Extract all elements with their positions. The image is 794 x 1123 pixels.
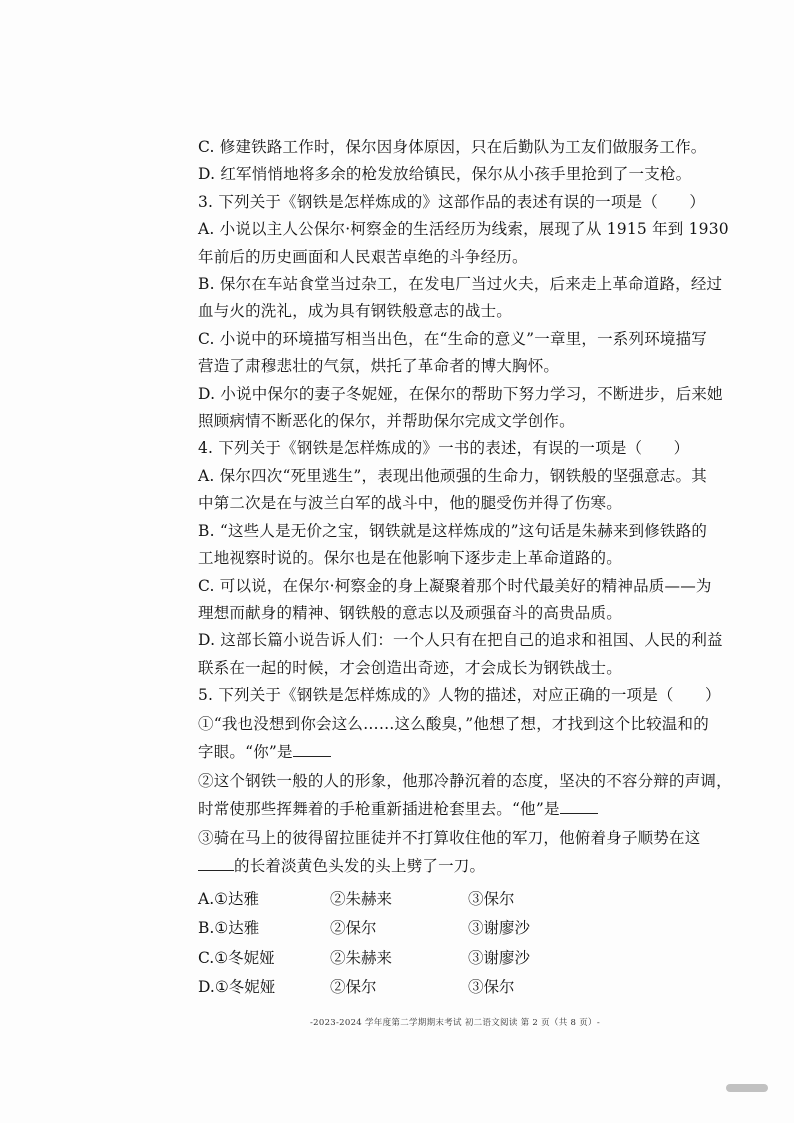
option-d [198, 973, 330, 1003]
question-text-block [198, 134, 758, 710]
answer-options [198, 885, 758, 1003]
scan-artifact [726, 1084, 768, 1092]
option-choice-2: ②保尔 [330, 978, 377, 997]
q5-item1-text: 字眼。“你”是 [198, 743, 293, 762]
option-letter: C. [198, 948, 215, 967]
text-line: B. “这些人是无价之宝，钢铁就是这样炼成的”这句话是朱赫来到修铁路的 [198, 521, 708, 540]
answer-blank-3[interactable] [198, 856, 234, 871]
text-line: C. 可以说，在保尔·柯察金的身上凝聚着那个时代最美好的精神品质——为 [198, 576, 712, 595]
text-line: B. 保尔在车站食堂当过杂工，在发电厂当过火夫，后来走上革命道路，经过 [198, 275, 723, 294]
option-choice-3: ③保尔 [468, 978, 515, 997]
option-choice-3: ③谢廖沙 [468, 948, 531, 967]
text-line: A. 小说以主人公保尔·柯察金的生活经历为线索，展现了从 1915 年到 1930 [198, 220, 729, 239]
option-choice-1: ①达雅 [214, 889, 260, 908]
text-line: C. 小说中的环境描写相当出色，在“生命的意义”一章里，一系列环境描写 [198, 329, 708, 348]
answer-blank-2[interactable] [560, 799, 598, 814]
exam-content [198, 134, 758, 1003]
q5-item1-line1: ①“我也没想到你会这么……这么酸臭，”他想了想，才找到这个比较温和的 [198, 714, 709, 733]
page-footer: -2023-2024 学年度第二学期期末考试 初二语文阅读 第 2 页（共 8 页）- [310, 1018, 601, 1028]
text-line: 4. 下列关于《钢铁是怎样炼成的》一书的表述，有误的一项是（ ） [198, 439, 690, 458]
option-choice-3: ③谢廖沙 [468, 919, 531, 938]
text-line: 照顾病情不断恶化的保尔，并帮助保尔完成文学创作。 [198, 412, 575, 431]
option-choice-3: ③保尔 [468, 889, 515, 908]
q5-item3-line1: ③骑在马上的彼得留拉匪徒并不打算收住他的军刀，他俯着身子顺势在这 [198, 828, 701, 847]
option-choice-2: ②保尔 [330, 919, 377, 938]
option-choice-1: ①冬妮娅 [214, 948, 275, 967]
question-5-items [198, 710, 758, 881]
text-line: D. 这部长篇小说告诉人们：一个人只有在把自己的追求和祖国、人民的利益 [198, 631, 723, 650]
option-choice-1: ①达雅 [214, 919, 260, 938]
text-line: 5. 下列关于《钢铁是怎样炼成的》人物的描述，对应正确的一项是（ ） [198, 686, 721, 705]
option-letter: D. [198, 978, 215, 997]
q5-item3-line2 [198, 852, 758, 881]
text-line: D. 小说中保尔的妻子冬妮娅，在保尔的帮助下努力学习，不断进步，后来她 [198, 384, 723, 403]
text-line: 血与火的洗礼，成为具有钢铁般意志的战士。 [198, 302, 513, 321]
q5-item2-line2 [198, 795, 758, 824]
option-letter: B. [198, 919, 215, 938]
option-row-a[interactable] [198, 885, 758, 915]
text-line: 联系在一起的时候，才会创造出奇迹，才会成长为钢铁战士。 [198, 658, 622, 677]
text-line: 年前后的历史画面和人民艰苦卓绝的斗争经历。 [198, 247, 528, 266]
option-a [198, 885, 330, 915]
option-row-b[interactable] [198, 914, 758, 944]
answer-blank-1[interactable] [293, 742, 331, 757]
q5-item2-text: 时常使那些挥舞着的手枪重新插进枪套里去。“他”是 [198, 800, 560, 819]
text-line: C. 修建铁路工作时，保尔因身体原因，只在后勤队为工友们做服务工作。 [198, 138, 707, 156]
option-c [198, 944, 330, 974]
option-choice-1: ①冬妮娅 [214, 978, 276, 997]
text-line: 3. 下列关于《钢铁是怎样炼成的》这部作品的表述有误的一项是（ ） [198, 192, 706, 211]
option-row-c[interactable] [198, 944, 758, 974]
q5-item3-text: 的长着淡黄色头发的头上劈了一刀。 [234, 857, 486, 876]
option-choice-2: ②朱赫来 [330, 889, 393, 908]
text-line: D. 红军悄悄地将多余的枪发放给镇民，保尔从小孩手里抢到了一支枪。 [198, 165, 692, 184]
text-line: 理想而献身的精神、钢铁般的意志以及顽强奋斗的高贵品质。 [198, 603, 622, 622]
text-line: 营造了肃穆悲壮的气氛，烘托了革命者的博大胸怀。 [198, 357, 560, 376]
option-choice-2: ②朱赫来 [330, 948, 393, 967]
option-b [198, 914, 330, 944]
q5-item2-line1: ②这个钢铁一般的人的形象，他那冷静沉着的态度，坚决的不容分辩的声调， [198, 771, 732, 790]
option-row-d[interactable] [198, 973, 758, 1003]
text-line: A. 保尔四次“死里逃生”，表现出他顽强的生命力，钢铁般的坚强意志。其 [198, 466, 707, 485]
q5-item1-line2 [198, 738, 758, 767]
option-letter: A. [198, 889, 215, 908]
text-line: 中第二次是在与波兰白军的战斗中，他的腿受伤并得了伤寒。 [198, 494, 622, 513]
text-line: 工地视察时说的。保尔也是在他影响下逐步走上革命道路的。 [198, 549, 622, 568]
